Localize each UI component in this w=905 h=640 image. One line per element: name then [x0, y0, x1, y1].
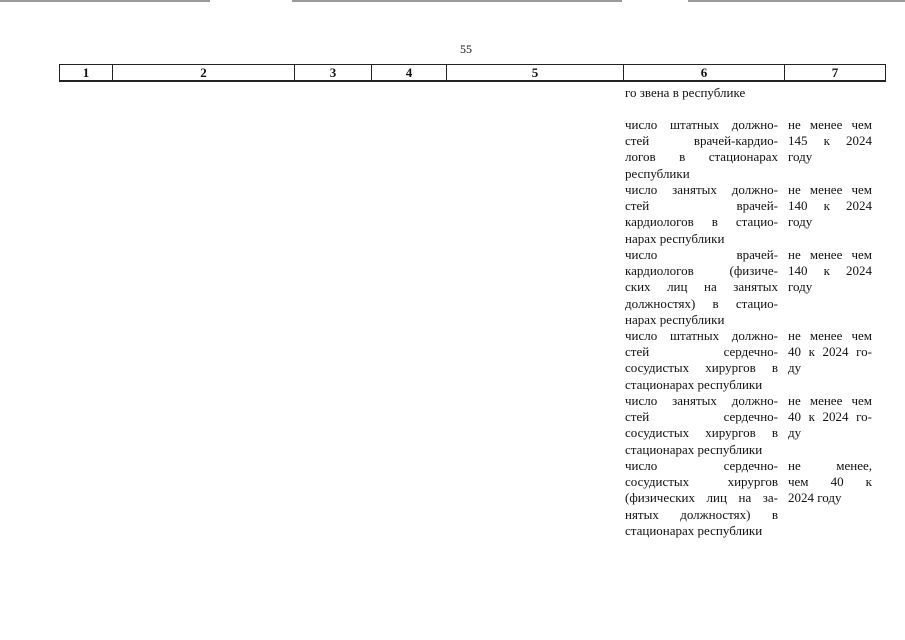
indicator-line: число штатных должно- — [625, 328, 778, 343]
indicator-cell — [625, 247, 778, 328]
indicator-cell — [625, 85, 778, 101]
target-line: 140 к 2024 — [788, 263, 872, 279]
target-cell — [788, 328, 872, 377]
indicator-line: сосудистых хирургов в — [625, 425, 778, 441]
target-line: году — [788, 279, 813, 295]
page-number: 55 — [460, 42, 472, 56]
indicator-line: логов в стационарах — [625, 149, 778, 165]
indicator-line: число занятых должно- — [625, 393, 778, 408]
target-cell — [788, 458, 872, 507]
indicator-line: стей врачей-кардио- — [625, 133, 778, 149]
indicator-line: сосудистых хирургов — [625, 474, 778, 490]
indicator-cell — [625, 393, 778, 458]
indicator-cell — [625, 328, 778, 393]
target-line: 40 к 2024 го- — [788, 344, 872, 360]
target-line: 140 к 2024 — [788, 198, 872, 214]
column-header-2: 2 — [113, 65, 295, 82]
target-line: году — [788, 214, 813, 230]
target-cell — [788, 182, 872, 231]
indicator-line: стационарах республики — [625, 376, 763, 392]
indicator-line: сосудистых хирургов в — [625, 360, 778, 376]
indicator-line: кардиологов в стацио- — [625, 214, 778, 230]
indicator-line: ских лиц на занятых — [625, 279, 778, 295]
column-header-1: 1 — [60, 65, 113, 82]
indicator-line: республики — [625, 165, 690, 181]
indicator-line: должностях) в стацио- — [625, 295, 778, 311]
target-line: ду — [788, 360, 802, 376]
target-line: не менее чем — [788, 393, 872, 408]
target-line: не менее чем — [788, 117, 872, 132]
indicator-line: стей сердечно- — [625, 409, 778, 425]
indicator-line: стей сердечно- — [625, 344, 778, 360]
indicator-cell — [625, 182, 778, 247]
column-header-7: 7 — [785, 65, 886, 82]
column-header-5: 5 — [447, 65, 624, 82]
column-header-6: 6 — [624, 65, 785, 82]
indicator-cell — [625, 458, 778, 539]
target-line: чем 40 к — [788, 474, 872, 490]
indicator-line: число занятых должно- — [625, 182, 778, 197]
target-line: не менее чем — [788, 182, 872, 197]
indicator-line: нарах республики — [625, 311, 725, 327]
target-line: не менее, — [788, 458, 872, 473]
indicator-line: стей врачей- — [625, 198, 778, 214]
indicator-line: число врачей- — [625, 247, 778, 262]
indicator-line: число сердечно- — [625, 458, 778, 473]
target-line: году — [788, 149, 813, 165]
scan-edge-right — [688, 0, 905, 2]
target-cell — [788, 117, 872, 166]
target-cell — [788, 247, 872, 296]
target-line: 40 к 2024 го- — [788, 409, 872, 425]
indicator-cell — [625, 117, 778, 182]
target-line: 2024 году — [788, 490, 842, 506]
indicator-line: кардиологов (физиче- — [625, 263, 778, 279]
scan-edge-left — [0, 0, 210, 2]
indicator-line: нятых должностях) в — [625, 506, 778, 522]
target-cell — [788, 393, 872, 442]
indicator-line: стационарах республики — [625, 441, 763, 457]
target-line: 145 к 2024 — [788, 133, 872, 149]
scan-edge-mid — [292, 0, 622, 2]
column-header-3: 3 — [295, 65, 372, 82]
indicator-line: (физических лиц на за- — [625, 490, 778, 506]
target-line: ду — [788, 425, 802, 441]
indicator-line: число штатных должно- — [625, 117, 778, 132]
target-line: не менее чем — [788, 247, 872, 262]
target-line: не менее чем — [788, 328, 872, 343]
column-header-4: 4 — [372, 65, 447, 82]
indicator-line: го звена в республике — [625, 85, 746, 100]
table-header — [59, 64, 886, 82]
indicator-line: стационарах республики — [625, 522, 763, 538]
indicator-line: нарах республики — [625, 230, 725, 246]
